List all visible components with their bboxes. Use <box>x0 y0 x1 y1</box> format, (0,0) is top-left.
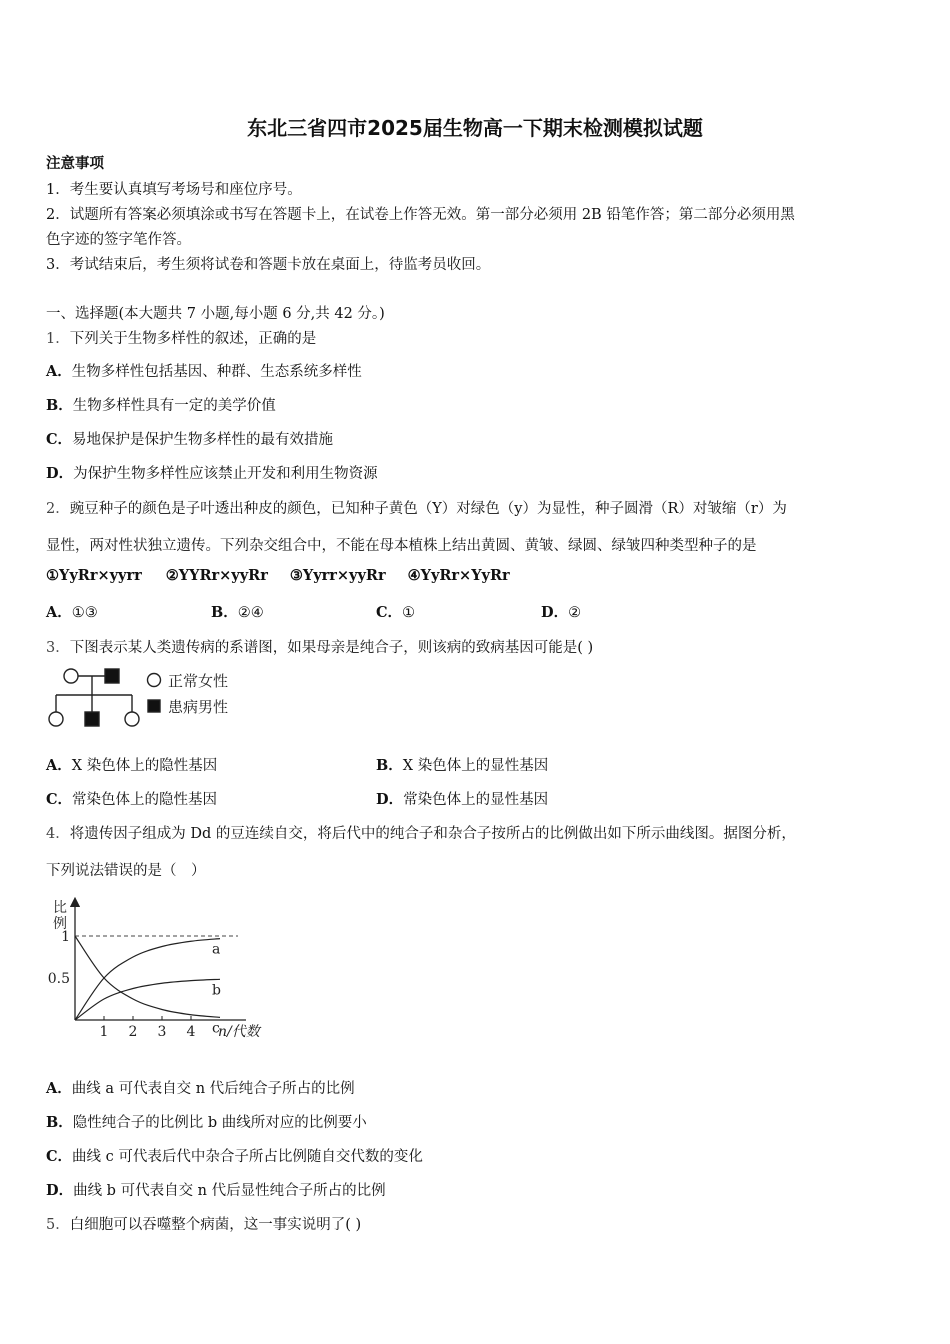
son-square <box>85 712 99 726</box>
q1-option-d: D．为保护生物多样性应该禁止开发和利用生物资源 <box>46 465 378 482</box>
x-tick-label: 4 <box>186 1024 196 1040</box>
question-number: 1． <box>46 331 70 347</box>
question-1 <box>46 327 316 348</box>
notice-item: 2．试题所有答案必须填涂或书写在答题卡上，在试卷上作答无效。第一部分必须用 2B 铅笔作答；第二部分必须用黑 <box>46 207 795 223</box>
x-tick-label: 3 <box>157 1024 167 1040</box>
ratio-line-chart <box>42 896 272 1046</box>
question-stem: 将遗传因子组成为 Dd 的豆连续自交，将后代中的纯合子和杂合子按所占的比例做出如下所示曲线图。据图分析， <box>69 826 796 842</box>
q2-option-d: D．② <box>541 604 582 621</box>
question-number: 2． <box>46 501 70 517</box>
daughter-circle <box>125 712 139 726</box>
q2-crosses: ①YyRr×yyrr ②YYRr×yyRr ③Yyrr×yyRr ④YyRr×YyRr <box>46 567 510 584</box>
notice-item: 色字迹的签字笔作答。 <box>46 232 191 248</box>
question-5 <box>46 1213 361 1234</box>
legend-affected-male: 患病男性 <box>168 698 229 716</box>
q3-option-b: B．X 染色体上的显性基因 <box>376 757 549 774</box>
question-number: 3． <box>46 640 70 656</box>
x-axis-label: n/代数 <box>218 1024 260 1040</box>
q2-option-a: A．①③ <box>46 604 98 621</box>
q3-option-d: D．常染色体上的显性基因 <box>376 791 549 808</box>
question-4 <box>46 822 796 843</box>
question-stem: 豌豆种子的颜色是子叶透出种皮的颜色，已知种子黄色（Y）对绿色（y）为显性，种子圆滑（R）对皱缩（r）为 <box>69 501 787 517</box>
q1-option-c: C．易地保护是保护生物多样性的最有效措施 <box>46 431 334 448</box>
series-b-label: b <box>212 982 221 999</box>
series-a-label: a <box>212 941 221 958</box>
series-c-label: c <box>212 1020 220 1037</box>
q2-option-b: B．②④ <box>211 604 264 621</box>
question-stem: 白细胞可以吞噬整个病菌，这一事实说明了( ) <box>69 1217 362 1233</box>
q4-option-d: D．曲线 b 可代表自交 n 代后显性纯合子所占的比例 <box>46 1182 386 1199</box>
daughter-circle <box>49 712 63 726</box>
question-number: 4． <box>46 826 70 842</box>
question-stem: 下图表示某人类遗传病的系谱图，如果母亲是纯合子，则该病的致病基因可能是( ) <box>69 640 594 656</box>
question-4-stem-cont: 下列说法错误的是（ ） <box>46 863 206 879</box>
father-square <box>105 669 119 683</box>
series-c-line <box>75 936 220 1017</box>
q1-option-a: A．生物多样性包括基因、种群、生态系统多样性 <box>46 363 362 380</box>
y-tick-label: 0.5 <box>47 971 70 987</box>
x-tick-label: 2 <box>128 1024 138 1040</box>
q1-option-b: B．生物多样性具有一定的美学价值 <box>46 397 276 414</box>
q3-option-a: A．X 染色体上的隐性基因 <box>46 757 218 774</box>
notice-heading: 注意事项 <box>46 155 104 172</box>
q3-option-c: C．常染色体上的隐性基因 <box>46 791 218 808</box>
y-tick-label: 1 <box>61 929 70 945</box>
section-heading: 一、选择题(本大题共 7 小题,每小题 6 分,共 42 分。) <box>46 306 385 322</box>
pedigree-diagram <box>40 662 250 732</box>
q4-option-b: B．隐性纯合子的比例比 b 曲线所对应的比例要小 <box>46 1114 367 1131</box>
question-number: 5． <box>46 1217 70 1233</box>
series-b-line <box>75 979 220 1020</box>
y-axis-label: 比 <box>53 900 67 916</box>
notice-item: 1．考生要认真填写考场号和座位序号。 <box>46 182 302 198</box>
legend-normal-female: 正常女性 <box>168 672 229 690</box>
q4-option-a: A．曲线 a 可代表自交 n 代后纯合子所占的比例 <box>46 1080 355 1097</box>
q2-option-c: C．① <box>376 604 416 621</box>
question-stem: 下列关于生物多样性的叙述，正确的是 <box>69 331 317 347</box>
mother-circle <box>64 669 78 683</box>
page-title: 东北三省四市2025届生物高一下期末检测模拟试题 <box>247 116 703 140</box>
series-a-line <box>75 939 220 1020</box>
notice-item: 3．考试结束后，考生须将试卷和答题卡放在桌面上，待监考员收回。 <box>46 257 491 273</box>
y-axis-label: 例 <box>53 916 67 932</box>
q4-option-c: C．曲线 c 可代表后代中杂合子所占比例随自交代数的变化 <box>46 1148 423 1165</box>
question-2 <box>46 497 787 518</box>
legend-circle-icon <box>148 674 161 687</box>
question-2-stem-cont: 显性，两对性状独立遗传。下列杂交组合中，不能在母本植株上结出黄圆、黄皱、绿圆、绿皱四种类型种子的是 <box>46 538 757 554</box>
x-tick-label: 1 <box>99 1024 109 1040</box>
question-3 <box>46 636 593 657</box>
legend-square-icon <box>148 700 160 712</box>
